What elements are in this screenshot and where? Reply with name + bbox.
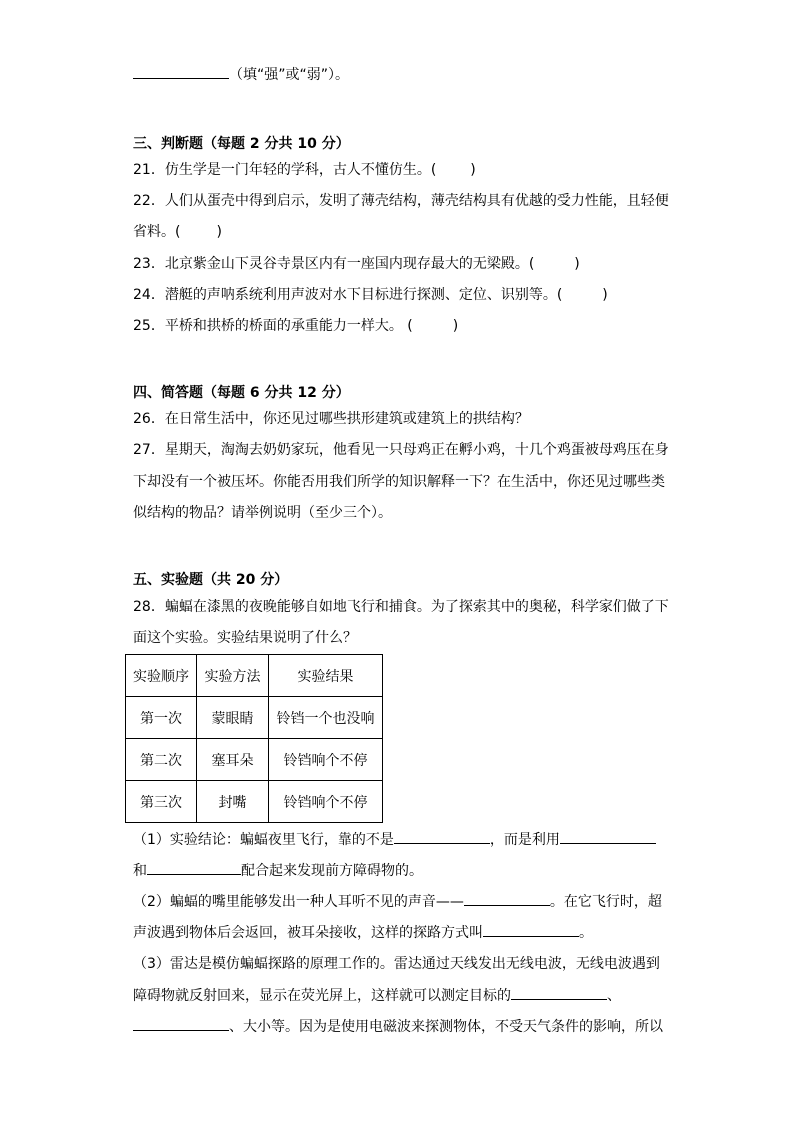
question-23 — [133, 254, 580, 274]
top-line-suffix: （填“强”或“弱”）。 — [229, 67, 350, 83]
sub-question-2-line1 — [133, 891, 662, 912]
question-22-line1: 22．人们从蛋壳中得到启示，发明了薄壳结构，薄壳结构具有优越的受力性能，且轻便 — [133, 193, 669, 209]
sub-question-2-text: 。在它飞行时，超 — [549, 894, 662, 910]
answer-blank[interactable] — [560, 829, 656, 844]
question-28-line2: 面这个实验。实验结果说明了什么？ — [133, 630, 357, 646]
question-24-text: 24．潜艇的声呐系统利用声波对水下目标进行探测、定位、识别等。( — [133, 287, 563, 303]
table-row — [126, 781, 383, 823]
question-21-text: 21．仿生学是一门年轻的学科，古人不懂仿生。( — [133, 162, 437, 178]
section4-heading: 四、简答题（每题 6 分共 12 分） — [133, 385, 350, 401]
table-cell: 第一次 — [126, 697, 197, 739]
answer-blank[interactable] — [133, 1016, 229, 1031]
sub-question-2-text: 声波遇到物体后会返回，被耳朵接收，这样的探路方式叫 — [133, 925, 483, 941]
sub-question-3-line1: （3）雷达是模仿蝙蝠探路的原理工作的。雷达通过天线发出无线电波，无线电波遇到 — [133, 956, 660, 972]
question-27-line1: 27．星期天，淘淘去奶奶家玩，他看见一只母鸡正在孵小鸡，十几个鸡蛋被母鸡压在身 — [133, 442, 669, 458]
question-22-text: 省料。( — [133, 224, 181, 240]
table-cell: 铃铛一个也没响 — [269, 697, 383, 739]
question-25-text: 25．平桥和拱桥的桥面的承重能力一样大。 ( — [133, 318, 413, 334]
table-cell: 蒙眼睛 — [197, 697, 269, 739]
question-28-line1: 28．蝙蝠在漆黑的夜晚能够自如地飞行和捕食。为了探索其中的奥秘，科学家们做了下 — [133, 599, 669, 615]
paren-close: ) — [574, 256, 580, 272]
table-header: 实验顺序 — [126, 655, 197, 697]
top-fill-line — [133, 64, 349, 85]
question-23-text: 23．北京紫金山下灵谷寺景区内有一座国内现存最大的无梁殿。( — [133, 256, 535, 272]
section3-heading: 三、判断题（每题 2 分共 10 分） — [133, 136, 350, 152]
answer-blank[interactable] — [511, 985, 607, 1000]
answer-blank[interactable] — [394, 829, 490, 844]
paren-close: ) — [470, 162, 476, 178]
table-header: 实验方法 — [197, 655, 269, 697]
question-24 — [133, 285, 608, 305]
sub-question-1-text: 配合起来发现前方障碍物的。 — [241, 863, 423, 879]
paren-close: ) — [216, 224, 222, 240]
answer-blank[interactable] — [464, 891, 550, 906]
sub-question-1-text: 和 — [133, 863, 147, 879]
sub-question-2-text: 。 — [579, 925, 593, 941]
table-cell: 第二次 — [126, 739, 197, 781]
table-header: 实验结果 — [269, 655, 383, 697]
table-header-row — [126, 655, 383, 697]
table-cell: 封嘴 — [197, 781, 269, 823]
table-row — [126, 697, 383, 739]
question-25 — [133, 316, 458, 336]
sub-question-3-line2 — [133, 985, 621, 1006]
table-cell: 第三次 — [126, 781, 197, 823]
answer-blank[interactable] — [147, 860, 241, 875]
table-cell: 塞耳朵 — [197, 739, 269, 781]
experiment-table — [125, 654, 383, 823]
sub-question-2-text: （2）蝙蝠的嘴里能够发出一种人耳听不见的声音—— — [133, 894, 464, 910]
question-27-line2: 下却没有一个被压坏。你能否用我们所学的知识解释一下？在生活中，你还见过哪些类 — [133, 474, 665, 490]
section5-heading: 五、实验题（共 20 分） — [133, 572, 289, 588]
question-27-line3: 似结构的物品？请举例说明（至少三个）。 — [133, 505, 392, 521]
sub-question-3-text: 障碍物就反射回来，显示在荧光屏上，这样就可以测定目标的 — [133, 988, 511, 1004]
sub-question-3-text: 、 — [607, 988, 621, 1004]
paren-close: ) — [452, 318, 459, 334]
question-26: 26．在日常生活中，你还见过哪些拱形建筑或建筑上的拱结构？ — [133, 411, 529, 427]
sub-question-1-text: ，而是利用 — [489, 832, 560, 848]
sub-question-3-line3 — [133, 1016, 663, 1037]
sub-question-1-text: （1）实验结论：蝙蝠夜里飞行，靠的不是 — [133, 832, 394, 848]
table-row — [126, 739, 383, 781]
answer-blank[interactable] — [483, 922, 579, 937]
answer-blank[interactable] — [133, 64, 229, 79]
sub-question-1-line2 — [133, 860, 423, 881]
question-22-line2 — [133, 222, 222, 242]
question-21 — [133, 160, 476, 180]
sub-question-2-line2 — [133, 922, 593, 943]
paren-close: ) — [602, 287, 608, 303]
sub-question-1-line1 — [133, 829, 656, 850]
table-cell: 铃铛响个不停 — [269, 739, 383, 781]
sub-question-3-text: 、大小等。因为是使用电磁波来探测物体，不受天气条件的影响，所以 — [229, 1019, 663, 1035]
table-cell: 铃铛响个不停 — [269, 781, 383, 823]
